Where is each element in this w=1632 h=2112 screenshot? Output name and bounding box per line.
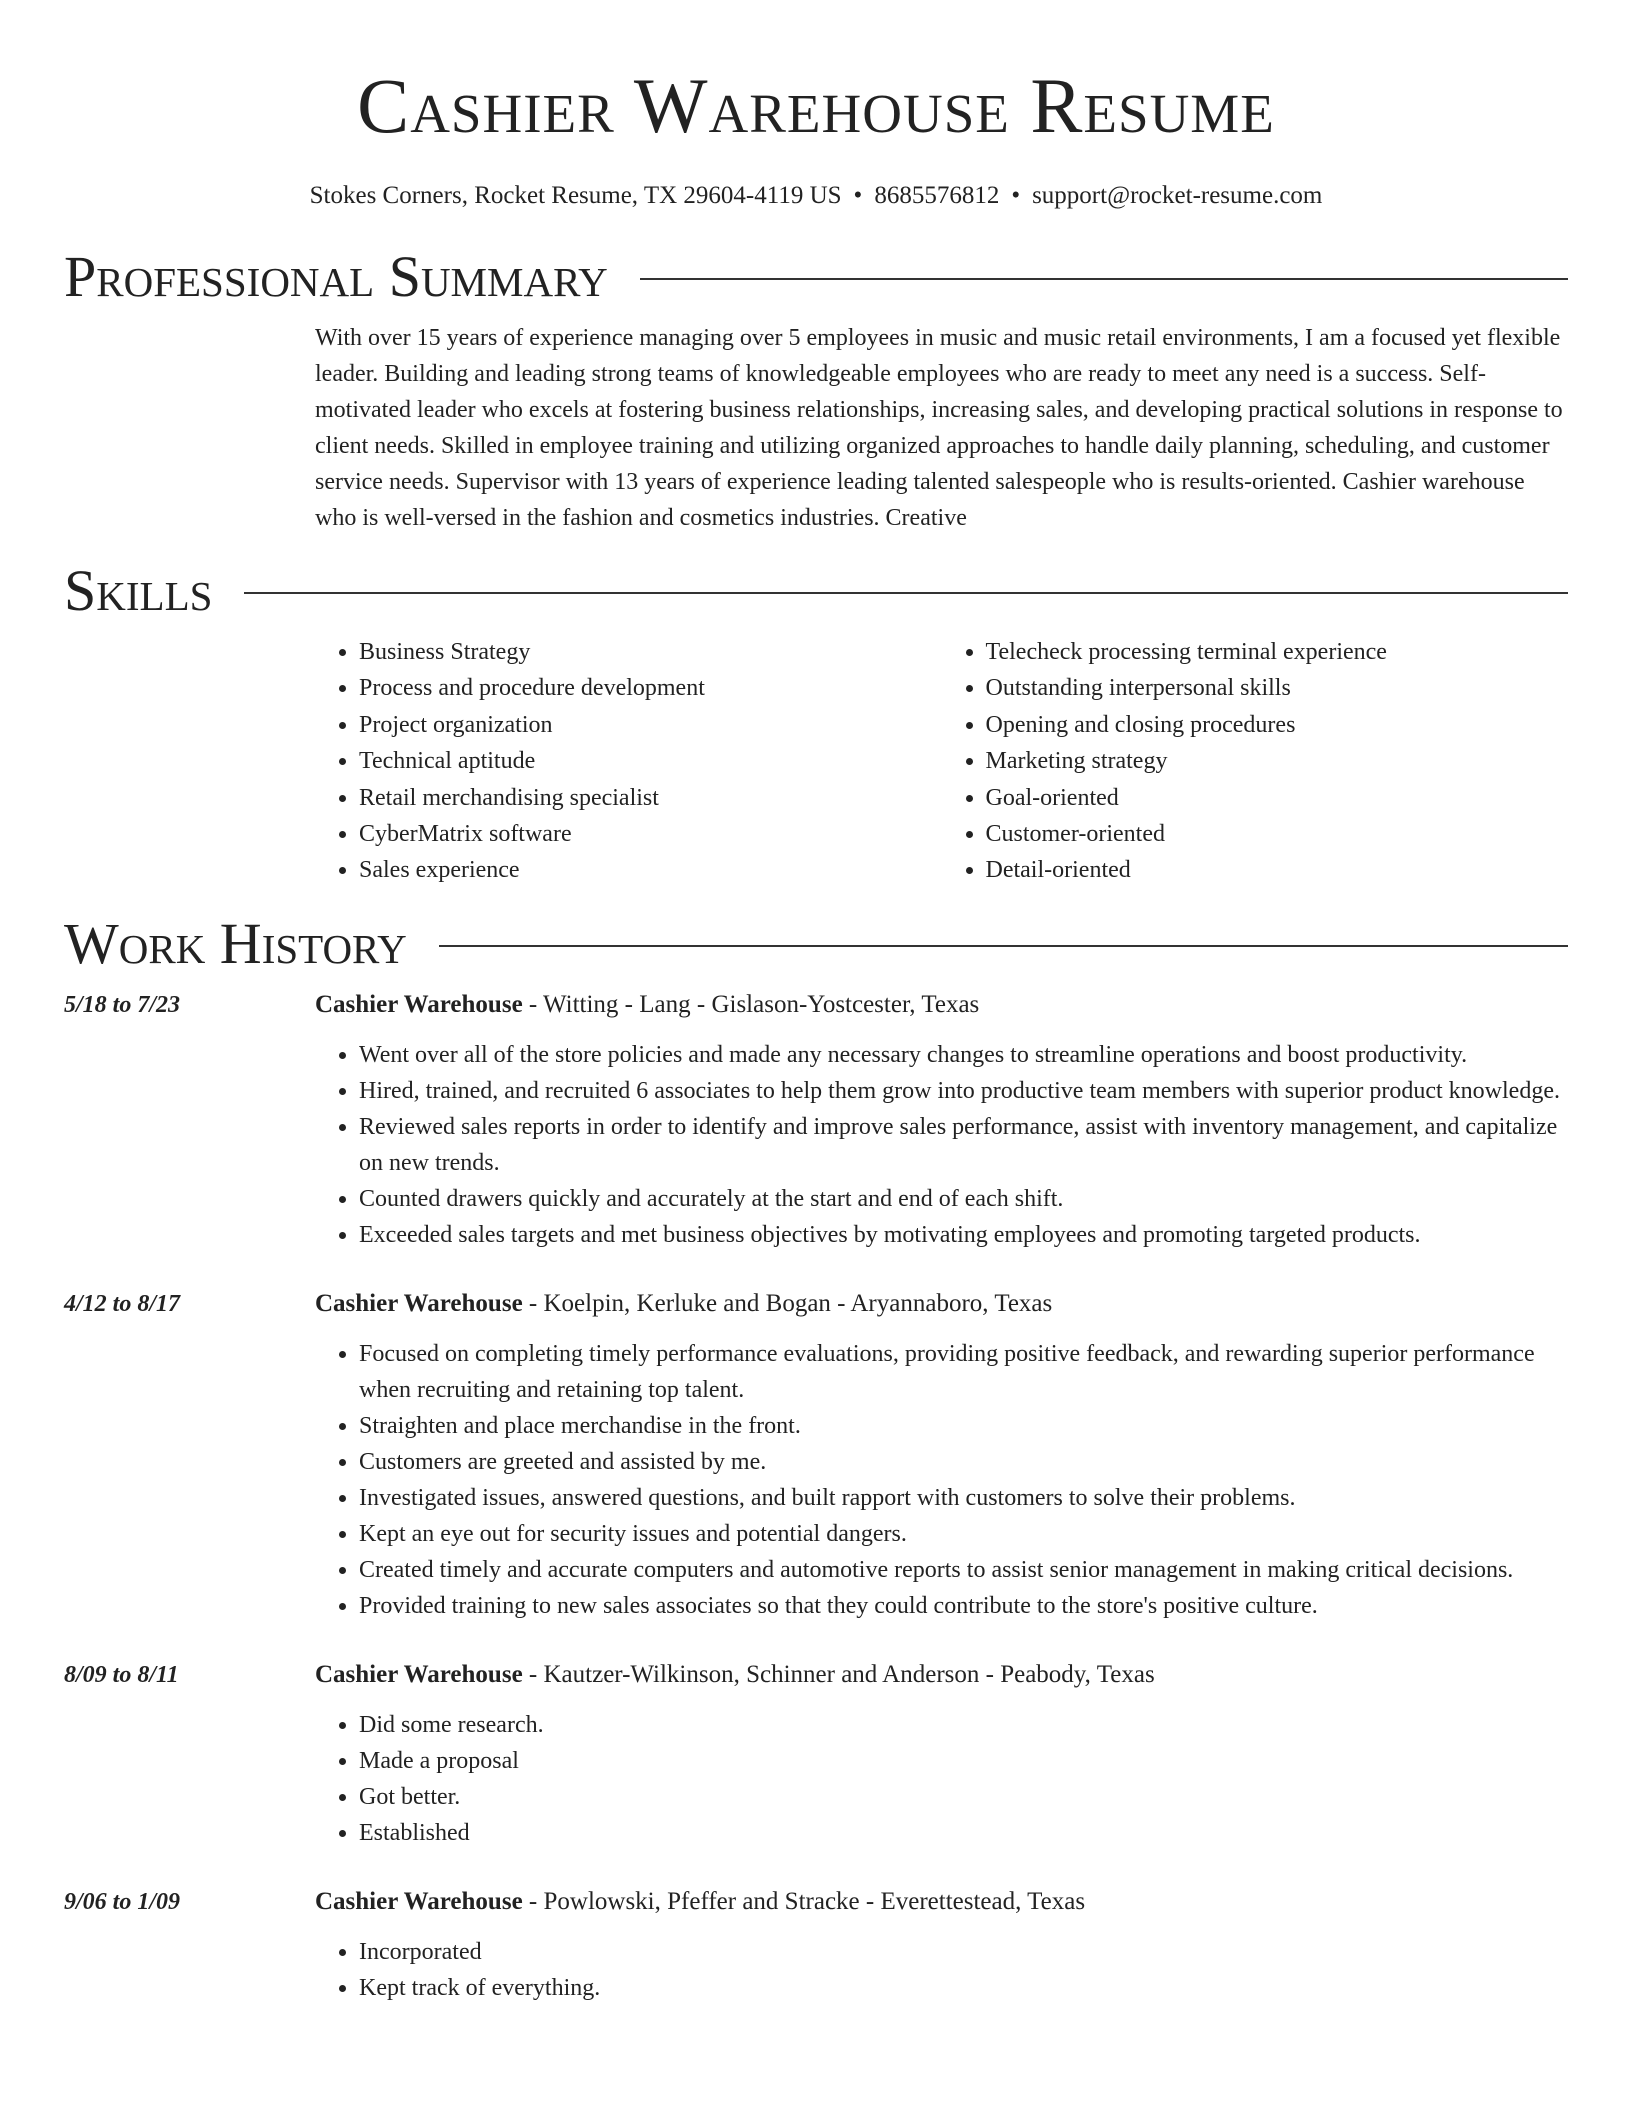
- contact-phone: 8685576812: [874, 182, 1000, 209]
- skills-list: [315, 634, 1568, 889]
- job-dates: 4/12 to 8/17: [64, 1290, 181, 1317]
- job-bullet: • Exceeded sales targets and met business objectives by motivating employees and promoting targeted products.: [359, 1217, 1568, 1253]
- skill-item: • Sales experience: [359, 852, 942, 888]
- skill-item: • CyberMatrix software: [359, 816, 942, 852]
- job-bullet: • Reviewed sales reports in order to identify and improve sales performance, assist with inventory management, and capitalize on new trends.: [359, 1109, 1568, 1181]
- skill-item: • Retail merchandising specialist: [359, 780, 942, 816]
- skill-item: • Technical aptitude: [359, 743, 942, 779]
- job-title: Cashier Warehouse: [315, 1887, 523, 1915]
- job-entry: [64, 987, 1568, 1253]
- job-bullet: • Provided training to new sales associates so that they could contribute to the store's positive culture.: [359, 1588, 1568, 1624]
- job-bullet: • Kept track of everything.: [359, 1970, 1568, 2006]
- skill-item: • Project organization: [359, 707, 942, 743]
- skill-item: • Detail-oriented: [986, 852, 1569, 888]
- contact-address: Stokes Corners, Rocket Resume, TX 29604-4119 US: [309, 182, 842, 209]
- job-details: [315, 1286, 1568, 1624]
- work-history-list: [64, 987, 1568, 2006]
- job-header: [315, 1286, 1568, 1322]
- job-dates: 8/09 to 8/11: [64, 1661, 179, 1688]
- summary-section-header: [64, 244, 1568, 310]
- job-company: - Powlowski, Pfeffer and Stracke - Everettestead, Texas: [522, 1887, 1086, 1915]
- job-entry: [64, 1657, 1568, 1851]
- job-company: - Koelpin, Kerluke and Bogan - Aryannaboro, Texas: [522, 1289, 1053, 1317]
- summary-body: [315, 320, 1568, 536]
- skill-item: • Customer-oriented: [986, 816, 1569, 852]
- work-section-header: [64, 911, 1568, 977]
- contact-line: [64, 180, 1568, 212]
- skill-item: • Business Strategy: [359, 634, 942, 670]
- job-bullet: • Got better.: [359, 1779, 1568, 1815]
- job-entry: [64, 1884, 1568, 2006]
- job-details: [315, 1657, 1568, 1851]
- skill-item: • Opening and closing procedures: [986, 707, 1569, 743]
- job-details: [315, 1884, 1568, 2006]
- job-bullet: • Made a proposal: [359, 1743, 1568, 1779]
- job-bullet: • Went over all of the store policies and made any necessary changes to streamline operations and boost productivity.: [359, 1037, 1568, 1073]
- job-bullets: [315, 1336, 1568, 1624]
- job-bullet: • Customers are greeted and assisted by me.: [359, 1444, 1568, 1480]
- job-title: Cashier Warehouse: [315, 1660, 523, 1688]
- resume-title: Cashier Warehouse Resume: [357, 62, 1275, 149]
- job-title: Cashier Warehouse: [315, 1289, 523, 1317]
- work-heading: Work History: [64, 910, 407, 976]
- section-divider: [244, 592, 1568, 594]
- job-company: - Witting - Lang - Gislason-Yostcester, Texas: [522, 990, 980, 1018]
- job-bullet: • Created timely and accurate computers and automotive reports to assist senior management in making critical decisions.: [359, 1552, 1568, 1588]
- job-details: [315, 987, 1568, 1253]
- job-bullets: [315, 1707, 1568, 1851]
- contact-separator: •: [853, 182, 863, 209]
- job-header: [315, 987, 1568, 1023]
- job-bullet: • Hired, trained, and recruited 6 associates to help them grow into productive team members with superior product knowledge.: [359, 1073, 1568, 1109]
- job-bullet: • Did some research.: [359, 1707, 1568, 1743]
- skill-item: • Outstanding interpersonal skills: [986, 670, 1569, 706]
- skills-heading: Skills: [64, 558, 213, 623]
- job-header: [315, 1657, 1568, 1693]
- section-divider: [439, 945, 1568, 947]
- job-title: Cashier Warehouse: [315, 990, 523, 1018]
- section-divider: [640, 278, 1568, 280]
- skills-section-header: [64, 558, 1568, 624]
- skills-column-right: [942, 634, 1569, 889]
- job-bullets: [315, 1037, 1568, 1253]
- job-dates: 5/18 to 7/23: [64, 991, 181, 1018]
- summary-heading: Professional Summary: [64, 244, 608, 309]
- contact-separator: •: [1011, 182, 1021, 209]
- job-bullet: • Established: [359, 1815, 1568, 1851]
- skills-column-left: [315, 634, 942, 889]
- skill-item: • Process and procedure development: [359, 670, 942, 706]
- resume-page: [64, 0, 1568, 2006]
- job-header: [315, 1884, 1568, 1920]
- job-bullet: • Kept an eye out for security issues and potential dangers.: [359, 1516, 1568, 1552]
- job-bullet: • Focused on completing timely performance evaluations, providing positive feedback, and rewarding superior performance when recruiting and retaining top talent.: [359, 1336, 1568, 1408]
- job-bullet: • Incorporated: [359, 1934, 1568, 1970]
- job-bullet: • Straighten and place merchandise in the front.: [359, 1408, 1568, 1444]
- job-bullet: • Investigated issues, answered questions, and built rapport with customers to solve their problems.: [359, 1480, 1568, 1516]
- job-entry: [64, 1286, 1568, 1624]
- skill-item: • Telecheck processing terminal experience: [986, 634, 1569, 670]
- skill-item: • Marketing strategy: [986, 743, 1569, 779]
- summary-text: With over 15 years of experience managing over 5 employees in music and music retail environments, I am a focused yet flexible leader. Building and leading strong teams of knowledgeable employees who are ready to meet any need is a success. Self-motivated leader who excels at fostering business relationships, increasing sales, and developing practical solutions in response to client needs. Skilled in employee training and utilizing organized approaches to handle daily planning, scheduling, and customer service needs. Supervisor with 13 years of experience leading talented salespeople who is results-oriented. Cashier warehouse who is well-versed in the fashion and cosmetics industries. Creative: [315, 325, 1563, 531]
- contact-email: support@rocket-resume.com: [1032, 182, 1323, 209]
- job-bullet: • Counted drawers quickly and accurately at the start and end of each shift.: [359, 1181, 1568, 1217]
- skill-item: • Goal-oriented: [986, 780, 1569, 816]
- job-company: - Kautzer-Wilkinson, Schinner and Anderson - Peabody, Texas: [522, 1660, 1155, 1688]
- job-bullets: [315, 1934, 1568, 2006]
- job-dates: 9/06 to 1/09: [64, 1888, 181, 1915]
